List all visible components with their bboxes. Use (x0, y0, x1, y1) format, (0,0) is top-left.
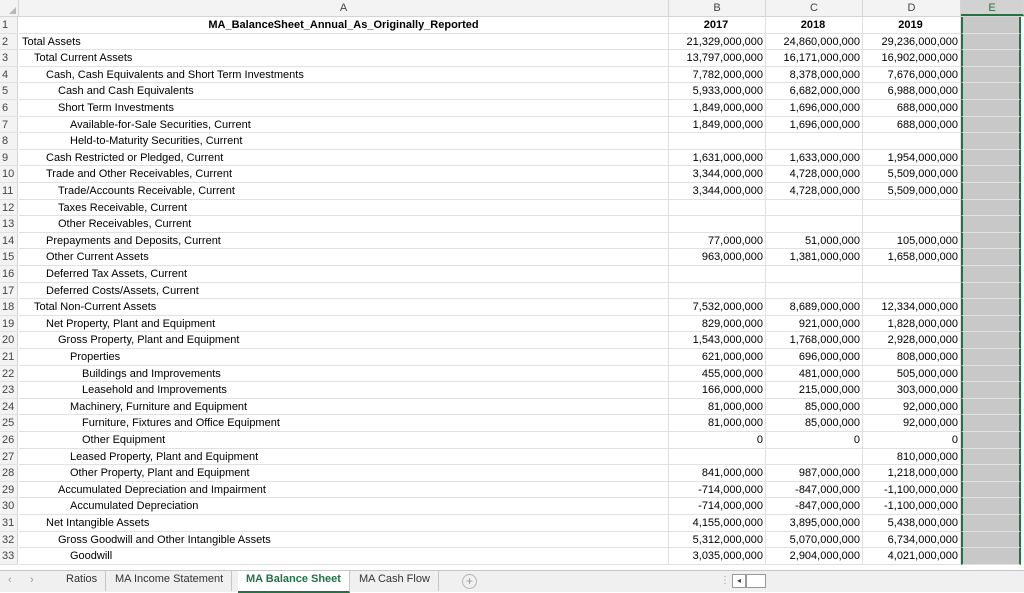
row-number[interactable]: 23 (0, 382, 18, 399)
value-cell-2017[interactable]: 5,933,000,000 (669, 83, 766, 100)
value-cell-2018[interactable]: 5,070,000,000 (766, 532, 863, 549)
value-cell-2018[interactable]: 24,860,000,000 (766, 34, 863, 51)
label-cell[interactable]: Leased Property, Plant and Equipment (19, 449, 669, 466)
value-cell-2017[interactable]: 1,849,000,000 (669, 100, 766, 117)
sheet-tab-bar (0, 570, 1024, 592)
label-cell[interactable]: Deferred Costs/Assets, Current (19, 283, 669, 300)
table-row (0, 50, 1024, 67)
label-cell[interactable]: Net Intangible Assets (19, 515, 669, 532)
column-header-a[interactable]: A (19, 0, 669, 16)
value-cell-2019[interactable]: 1,828,000,000 (863, 316, 961, 333)
selected-column-cell[interactable] (961, 216, 1021, 233)
label-cell[interactable]: Total Assets (19, 34, 669, 51)
value-cell-2017[interactable]: 3,344,000,000 (669, 183, 766, 200)
value-cell-2018[interactable]: -847,000,000 (766, 498, 863, 515)
value-cell-2019[interactable]: 105,000,000 (863, 233, 961, 250)
row-number[interactable]: 1 (0, 17, 18, 34)
row-number[interactable]: 21 (0, 349, 18, 366)
value-cell-2017[interactable] (669, 216, 766, 233)
value-cell-2019[interactable]: 0 (863, 432, 961, 449)
row-number[interactable]: 9 (0, 150, 18, 167)
tab-ratios[interactable]: Ratios (58, 571, 106, 591)
label-cell[interactable]: Furniture, Fixtures and Office Equipment (19, 415, 669, 432)
value-cell-2018[interactable]: 8,689,000,000 (766, 299, 863, 316)
value-cell-2019[interactable]: 505,000,000 (863, 366, 961, 383)
value-cell-2018[interactable]: 1,696,000,000 (766, 100, 863, 117)
value-cell-2017[interactable]: 4,155,000,000 (669, 515, 766, 532)
table-row (0, 283, 1024, 300)
row-number[interactable]: 5 (0, 83, 18, 100)
value-cell-2018[interactable]: 8,378,000,000 (766, 67, 863, 84)
row-number[interactable]: 14 (0, 233, 18, 250)
prev-sheet-icon[interactable]: ‹ (8, 574, 12, 586)
value-cell-2019[interactable]: 29,236,000,000 (863, 34, 961, 51)
value-cell-2019[interactable] (863, 200, 961, 217)
label-cell[interactable]: Total Non-Current Assets (19, 299, 669, 316)
row-number[interactable]: 8 (0, 133, 18, 150)
selected-column-cell[interactable] (961, 465, 1021, 482)
table-row (0, 216, 1024, 233)
row-number[interactable]: 10 (0, 166, 18, 183)
value-cell-2019[interactable]: 808,000,000 (863, 349, 961, 366)
selected-column-cell[interactable] (961, 482, 1021, 499)
table-row (0, 34, 1024, 51)
value-cell-2019[interactable]: 5,438,000,000 (863, 515, 961, 532)
selected-column-cell[interactable] (961, 432, 1021, 449)
table-row (0, 515, 1024, 532)
row-number[interactable]: 6 (0, 100, 18, 117)
table-row (0, 332, 1024, 349)
table-row (0, 399, 1024, 416)
selected-column-cell[interactable] (961, 50, 1021, 67)
label-cell[interactable]: Net Property, Plant and Equipment (19, 316, 669, 333)
table-row (0, 83, 1024, 100)
row-number[interactable]: 32 (0, 532, 18, 549)
label-cell[interactable]: Cash and Cash Equivalents (19, 83, 669, 100)
selected-column-cell[interactable] (961, 150, 1021, 167)
value-cell-2017[interactable]: 455,000,000 (669, 366, 766, 383)
row-number[interactable]: 16 (0, 266, 18, 283)
table-row (0, 117, 1024, 134)
selected-column-cell[interactable] (961, 34, 1021, 51)
column-header-b[interactable]: B (669, 0, 766, 16)
table-row (0, 200, 1024, 217)
selected-column-cell[interactable] (961, 332, 1021, 349)
value-cell-2018[interactable]: 1,381,000,000 (766, 249, 863, 266)
row-number[interactable]: 24 (0, 399, 18, 416)
value-cell-2018[interactable]: 2,904,000,000 (766, 548, 863, 565)
table-row (0, 67, 1024, 84)
value-cell-2017[interactable]: 3,344,000,000 (669, 166, 766, 183)
table-row (0, 482, 1024, 499)
selected-column-cell[interactable] (961, 17, 1021, 34)
label-cell[interactable]: Available-for-Sale Securities, Current (19, 117, 669, 134)
selected-column-cell[interactable] (961, 299, 1021, 316)
label-cell[interactable]: Taxes Receivable, Current (19, 200, 669, 217)
value-cell-2018[interactable]: 696,000,000 (766, 349, 863, 366)
selected-column-cell[interactable] (961, 83, 1021, 100)
row-number[interactable]: 20 (0, 332, 18, 349)
selected-column-cell[interactable] (961, 233, 1021, 250)
row-number[interactable]: 7 (0, 117, 18, 134)
label-cell[interactable]: Cash, Cash Equivalents and Short Term Investments (19, 67, 669, 84)
label-cell[interactable]: Accumulated Depreciation (19, 498, 669, 515)
value-cell-2019[interactable]: 7,676,000,000 (863, 67, 961, 84)
value-cell-2017[interactable]: 81,000,000 (669, 399, 766, 416)
value-cell-2019[interactable]: 303,000,000 (863, 382, 961, 399)
row-number[interactable]: 26 (0, 432, 18, 449)
value-cell-2017[interactable]: 0 (669, 432, 766, 449)
selected-column-cell[interactable] (961, 399, 1021, 416)
value-cell-2019[interactable]: 16,902,000,000 (863, 50, 961, 67)
selected-column-cell[interactable] (961, 415, 1021, 432)
value-cell-2017[interactable] (669, 133, 766, 150)
selected-column-cell[interactable] (961, 183, 1021, 200)
value-cell-2017[interactable]: 1,849,000,000 (669, 117, 766, 134)
label-cell[interactable]: Leasehold and Improvements (19, 382, 669, 399)
value-cell-2018[interactable]: 1,696,000,000 (766, 117, 863, 134)
label-cell[interactable]: Gross Property, Plant and Equipment (19, 332, 669, 349)
value-cell-2017[interactable]: 81,000,000 (669, 415, 766, 432)
label-cell[interactable]: Other Property, Plant and Equipment (19, 465, 669, 482)
value-cell-2018[interactable]: 4,728,000,000 (766, 183, 863, 200)
value-cell-2018[interactable]: 4,728,000,000 (766, 166, 863, 183)
value-cell-2019[interactable] (863, 216, 961, 233)
value-cell-2018[interactable]: 921,000,000 (766, 316, 863, 333)
column-header-c[interactable]: C (766, 0, 863, 16)
value-cell-2017[interactable]: 829,000,000 (669, 316, 766, 333)
value-cell-2019[interactable]: 2,928,000,000 (863, 332, 961, 349)
label-cell[interactable]: Machinery, Furniture and Equipment (19, 399, 669, 416)
label-cell[interactable]: Prepayments and Deposits, Current (19, 233, 669, 250)
table-row (0, 133, 1024, 150)
table-row (0, 316, 1024, 333)
label-cell[interactable]: Short Term Investments (19, 100, 669, 117)
value-cell-2018[interactable]: 987,000,000 (766, 465, 863, 482)
value-cell-2018[interactable]: 16,171,000,000 (766, 50, 863, 67)
label-cell[interactable]: Deferred Tax Assets, Current (19, 266, 669, 283)
value-cell-2018[interactable]: 1,768,000,000 (766, 332, 863, 349)
value-cell-2017[interactable]: -714,000,000 (669, 498, 766, 515)
table-row (0, 349, 1024, 366)
value-cell-2018[interactable]: 0 (766, 432, 863, 449)
value-cell-2018[interactable]: 215,000,000 (766, 382, 863, 399)
label-cell[interactable]: Other Current Assets (19, 249, 669, 266)
value-cell-2018[interactable]: 3,895,000,000 (766, 515, 863, 532)
selected-column-cell[interactable] (961, 117, 1021, 134)
value-cell-2018[interactable] (766, 283, 863, 300)
selected-column-cell[interactable] (961, 249, 1021, 266)
value-cell-2017[interactable]: 841,000,000 (669, 465, 766, 482)
table-row (0, 266, 1024, 283)
add-sheet-icon[interactable]: + (462, 574, 477, 589)
value-cell-2019[interactable]: 1,218,000,000 (863, 465, 961, 482)
value-cell-2018[interactable]: 85,000,000 (766, 399, 863, 416)
selected-column-cell[interactable] (961, 366, 1021, 383)
label-cell[interactable]: Buildings and Improvements (19, 366, 669, 383)
row-number[interactable]: 28 (0, 465, 18, 482)
value-cell-2019[interactable]: 5,509,000,000 (863, 183, 961, 200)
value-cell-2017[interactable]: 621,000,000 (669, 349, 766, 366)
horizontal-scrollbar[interactable] (716, 573, 1024, 588)
table-row (0, 100, 1024, 117)
row-number[interactable]: 29 (0, 482, 18, 499)
selected-column-cell[interactable] (961, 498, 1021, 515)
value-cell-2017[interactable] (669, 449, 766, 466)
value-cell-2019[interactable]: 92,000,000 (863, 399, 961, 416)
selected-column-cell[interactable] (961, 67, 1021, 84)
label-cell[interactable]: Other Receivables, Current (19, 216, 669, 233)
table-row (0, 233, 1024, 250)
value-cell-2018[interactable] (766, 266, 863, 283)
scrollbar-split-handle[interactable]: ⋮ (720, 575, 730, 586)
select-all-corner[interactable] (0, 0, 19, 16)
value-cell-2019[interactable]: 810,000,000 (863, 449, 961, 466)
row-number[interactable]: 22 (0, 366, 18, 383)
row-number[interactable]: 27 (0, 449, 18, 466)
row-number[interactable]: 3 (0, 50, 18, 67)
value-cell-2019[interactable]: 6,988,000,000 (863, 83, 961, 100)
value-cell-2019[interactable] (863, 266, 961, 283)
table-row (0, 382, 1024, 399)
value-cell-2017[interactable] (669, 266, 766, 283)
value-cell-2017[interactable]: 1,631,000,000 (669, 150, 766, 167)
label-cell[interactable]: Cash Restricted or Pledged, Current (19, 150, 669, 167)
selected-column-cell[interactable] (961, 316, 1021, 333)
value-cell-2017[interactable]: 5,312,000,000 (669, 532, 766, 549)
table-row (0, 498, 1024, 515)
row-number[interactable]: 17 (0, 283, 18, 300)
selected-column-cell[interactable] (961, 166, 1021, 183)
value-cell-2017[interactable]: 166,000,000 (669, 382, 766, 399)
table-row (0, 465, 1024, 482)
table-row (0, 299, 1024, 316)
selected-column-cell[interactable] (961, 349, 1021, 366)
value-cell-2018[interactable] (766, 216, 863, 233)
value-cell-2017[interactable]: 3,035,000,000 (669, 548, 766, 565)
table-row (0, 183, 1024, 200)
row-number[interactable]: 19 (0, 316, 18, 333)
sheet-title-cell[interactable]: MA_BalanceSheet_Annual_As_Originally_Reported (19, 17, 669, 34)
row-number[interactable]: 30 (0, 498, 18, 515)
selected-column-cell[interactable] (961, 532, 1021, 549)
table-row (0, 150, 1024, 167)
value-cell-2019[interactable]: -1,100,000,000 (863, 498, 961, 515)
value-cell-2017[interactable]: 13,797,000,000 (669, 50, 766, 67)
value-cell-2017[interactable]: 1,543,000,000 (669, 332, 766, 349)
label-cell[interactable]: Other Equipment (19, 432, 669, 449)
value-cell-2017[interactable] (669, 283, 766, 300)
table-row (0, 366, 1024, 383)
row-number[interactable]: 33 (0, 548, 18, 565)
header-row (0, 17, 1024, 34)
table-row (0, 432, 1024, 449)
year-cell-2017[interactable]: 2017 (669, 17, 766, 34)
tab-ma-balance-sheet[interactable]: MA Balance Sheet (238, 571, 350, 593)
value-cell-2019[interactable] (863, 133, 961, 150)
value-cell-2019[interactable]: 1,658,000,000 (863, 249, 961, 266)
value-cell-2017[interactable]: -714,000,000 (669, 482, 766, 499)
table-row (0, 548, 1024, 565)
column-header-e[interactable]: E (961, 0, 1024, 16)
next-sheet-icon[interactable]: › (30, 574, 34, 586)
column-header-bar (0, 0, 1024, 17)
selected-column-cell[interactable] (961, 100, 1021, 117)
label-cell[interactable]: Gross Goodwill and Other Intangible Assets (19, 532, 669, 549)
row-number[interactable]: 18 (0, 299, 18, 316)
selected-column-cell[interactable] (961, 283, 1021, 300)
label-cell[interactable]: Properties (19, 349, 669, 366)
value-cell-2019[interactable]: 1,954,000,000 (863, 150, 961, 167)
value-cell-2018[interactable] (766, 449, 863, 466)
tab-ma-cash-flow[interactable]: MA Cash Flow (351, 571, 439, 591)
value-cell-2019[interactable]: 688,000,000 (863, 117, 961, 134)
value-cell-2017[interactable]: 21,329,000,000 (669, 34, 766, 51)
label-cell[interactable]: Trade/Accounts Receivable, Current (19, 183, 669, 200)
selected-column-cell[interactable] (961, 266, 1021, 283)
value-cell-2019[interactable]: -1,100,000,000 (863, 482, 961, 499)
value-cell-2017[interactable]: 77,000,000 (669, 233, 766, 250)
row-number[interactable]: 25 (0, 415, 18, 432)
selected-column-cell[interactable] (961, 382, 1021, 399)
label-cell[interactable]: Goodwill (19, 548, 669, 565)
value-cell-2018[interactable] (766, 200, 863, 217)
row-number[interactable]: 12 (0, 200, 18, 217)
row-number[interactable]: 11 (0, 183, 18, 200)
table-row (0, 532, 1024, 549)
value-cell-2018[interactable]: 6,682,000,000 (766, 83, 863, 100)
value-cell-2019[interactable]: 92,000,000 (863, 415, 961, 432)
table-row (0, 249, 1024, 266)
row-number[interactable]: 15 (0, 249, 18, 266)
table-row (0, 415, 1024, 432)
label-cell[interactable]: Accumulated Depreciation and Impairment (19, 482, 669, 499)
value-cell-2018[interactable]: -847,000,000 (766, 482, 863, 499)
value-cell-2017[interactable]: 7,782,000,000 (669, 67, 766, 84)
value-cell-2019[interactable]: 688,000,000 (863, 100, 961, 117)
table-row (0, 449, 1024, 466)
value-cell-2018[interactable]: 481,000,000 (766, 366, 863, 383)
value-cell-2017[interactable]: 963,000,000 (669, 249, 766, 266)
value-cell-2018[interactable] (766, 133, 863, 150)
year-cell-2019[interactable]: 2019 (863, 17, 961, 34)
table-row (0, 166, 1024, 183)
selected-column-cell[interactable] (961, 133, 1021, 150)
value-cell-2019[interactable]: 12,334,000,000 (863, 299, 961, 316)
label-cell[interactable]: Total Current Assets (19, 50, 669, 67)
value-cell-2019[interactable]: 5,509,000,000 (863, 166, 961, 183)
row-number[interactable]: 31 (0, 515, 18, 532)
selected-column-cell[interactable] (961, 515, 1021, 532)
row-number[interactable]: 4 (0, 67, 18, 84)
value-cell-2018[interactable]: 1,633,000,000 (766, 150, 863, 167)
selected-column-cell[interactable] (961, 449, 1021, 466)
tab-ma-income-statement[interactable]: MA Income Statement (107, 571, 232, 591)
scrollbar-thumb[interactable] (746, 574, 766, 588)
scroll-left-icon[interactable]: ◂ (732, 574, 746, 588)
column-header-d[interactable]: D (863, 0, 961, 16)
value-cell-2017[interactable]: 7,532,000,000 (669, 299, 766, 316)
value-cell-2019[interactable] (863, 283, 961, 300)
value-cell-2019[interactable]: 6,734,000,000 (863, 532, 961, 549)
year-cell-2018[interactable]: 2018 (766, 17, 863, 34)
selected-column-cell[interactable] (961, 548, 1021, 565)
row-number[interactable]: 2 (0, 34, 18, 51)
value-cell-2018[interactable]: 51,000,000 (766, 233, 863, 250)
value-cell-2018[interactable]: 85,000,000 (766, 415, 863, 432)
selected-column-cell[interactable] (961, 200, 1021, 217)
label-cell[interactable]: Trade and Other Receivables, Current (19, 166, 669, 183)
value-cell-2019[interactable]: 4,021,000,000 (863, 548, 961, 565)
label-cell[interactable]: Held-to-Maturity Securities, Current (19, 133, 669, 150)
row-number[interactable]: 13 (0, 216, 18, 233)
value-cell-2017[interactable] (669, 200, 766, 217)
